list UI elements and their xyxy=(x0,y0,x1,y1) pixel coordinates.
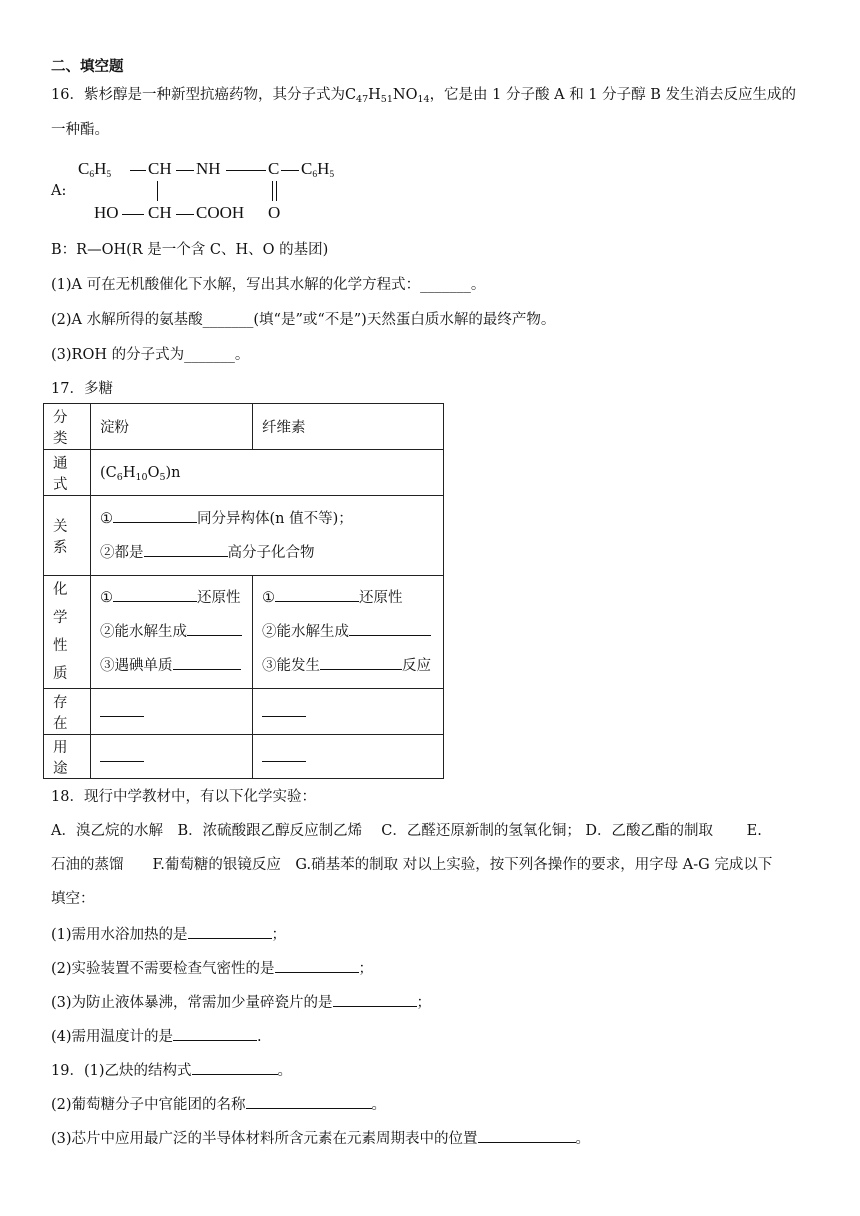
bond-line xyxy=(226,170,266,171)
formula-part: H xyxy=(368,87,381,103)
bond-line xyxy=(281,170,299,171)
q18-stem-line2: A．溴乙烷的水解 B．浓硫酸跟乙醇反应制乙烯 C．乙醛还原新制的氢氧化铜； D．乙酸乙酯的制取 E. xyxy=(51,823,762,839)
q16-part2: (2)A 水解所得的氨基酸_______(填“是”或“不是”)天然蛋白质水解的最终产物。 xyxy=(51,312,556,328)
answer-blank[interactable] xyxy=(100,702,144,717)
starch-use xyxy=(91,735,253,779)
q19-part3: (3)芯片中应用最广泛的半导体材料所含元素在元素周期表中的位置 。 xyxy=(51,1128,590,1149)
cellulose-properties: ① 还原性 ②能水解生成 ③能发生 反应 xyxy=(253,576,444,689)
q18-part2: (2)实验装置不需要检查气密性的是 ； xyxy=(51,958,373,979)
bond-line xyxy=(157,181,158,201)
q18-stem-line3: 石油的蒸馏 F.葡萄糖的银镜反应 G.硝基苯的制取 对以上实验，按下列各操作的要求，用字母 A-G 完成以下 xyxy=(51,857,773,873)
answer-blank[interactable] xyxy=(192,1060,278,1075)
row-label: 通式 xyxy=(44,450,91,496)
bond-line xyxy=(122,214,144,215)
q18-part1: (1)需用水浴加热的是 ； xyxy=(51,924,286,945)
table-row xyxy=(44,735,444,779)
q16-stem-line2: 一种酯。 xyxy=(51,122,109,138)
answer-blank[interactable] xyxy=(113,508,197,523)
row-label: 用途 xyxy=(44,735,91,779)
answer-blank[interactable] xyxy=(262,702,306,717)
q16-stem-tail: ，它是由 1 分子酸 A 和 1 分子醇 B 发生消去反应生成的 xyxy=(429,87,797,103)
q19-part2: (2)葡萄糖分子中官能团的名称 。 xyxy=(51,1094,386,1115)
formula-sub: 47 xyxy=(356,94,369,105)
answer-blank[interactable] xyxy=(246,1094,372,1109)
answer-blank[interactable] xyxy=(173,1026,257,1041)
answer-blank[interactable] xyxy=(478,1128,576,1143)
q18-stem-line4: 填空： xyxy=(51,891,95,907)
q19-part1: 19．(1)乙炔的结构式 。 xyxy=(51,1060,292,1081)
q16-part3: (3)ROH 的分子式为_______。 xyxy=(51,347,250,363)
section-heading: 二、填空题 xyxy=(51,59,124,75)
answer-blank[interactable] xyxy=(262,747,306,762)
double-bond-line xyxy=(276,181,277,201)
table-row xyxy=(44,689,444,735)
row-label: 化学 性质 xyxy=(44,576,91,689)
row-label: 关系 xyxy=(44,496,91,576)
answer-blank[interactable] xyxy=(349,621,431,636)
q16-stem-line1 xyxy=(51,85,796,105)
answer-blank[interactable] xyxy=(275,958,359,973)
row-label: 分类 xyxy=(44,404,91,450)
table-row xyxy=(44,450,444,496)
bond-line xyxy=(176,214,194,215)
double-bond-line xyxy=(272,181,273,201)
starch-existence xyxy=(91,689,253,735)
formula-sub: 51 xyxy=(380,94,393,105)
answer-blank[interactable] xyxy=(320,655,402,670)
cellulose-header: 纤维素 xyxy=(253,404,444,450)
answer-blank[interactable] xyxy=(275,587,359,602)
q16-part1: (1)A 可在无机酸催化下水解，写出其水解的化学方程式：_______。 xyxy=(51,277,486,293)
formula-sub: 14 xyxy=(417,94,430,105)
answer-blank[interactable] xyxy=(173,655,241,670)
answer-blank[interactable] xyxy=(144,542,228,557)
polysaccharide-table xyxy=(43,403,444,779)
q18-part3: (3)为防止液体暴沸，常需加少量碎瓷片的是 ； xyxy=(51,992,431,1013)
answer-blank[interactable] xyxy=(100,747,144,762)
structure-a-formula: $C_6H_5$ CH NH C $C_6H_5$ HO CH COOH O xyxy=(78,159,335,222)
q18-stem-line1: 18．现行中学教材中，有以下化学实验： xyxy=(51,789,316,805)
answer-blank[interactable] xyxy=(333,992,417,1007)
formula-part: NO xyxy=(392,87,418,103)
structure-a-label: A: xyxy=(51,183,67,199)
table-row xyxy=(44,496,444,576)
table-row xyxy=(44,404,444,450)
q17-title: 17．多糖 xyxy=(51,381,113,397)
table-row xyxy=(44,576,444,689)
answer-blank[interactable] xyxy=(187,621,242,636)
row-label: 存在 xyxy=(44,689,91,735)
general-formula: $(C_6H_{10}O_5)n$ xyxy=(91,450,444,496)
starch-properties: ① 还原性 ②能水解生成 ③遇碘单质 xyxy=(91,576,253,689)
structure-b: B：R—OH(R 是一个含 C、H、O 的基团) xyxy=(51,242,329,258)
q18-part4: (4)需用温度计的是 . xyxy=(51,1026,262,1047)
q16-stem-text: 16．紫杉醇是一种新型抗癌药物，其分子式为C xyxy=(51,87,357,103)
answer-blank[interactable] xyxy=(113,587,197,602)
answer-blank[interactable] xyxy=(188,924,272,939)
cellulose-use xyxy=(253,735,444,779)
cellulose-existence xyxy=(253,689,444,735)
starch-header: 淀粉 xyxy=(91,404,253,450)
bond-line xyxy=(130,170,146,171)
bond-line xyxy=(176,170,194,171)
relation-cell: ① 同分异构体(n 值不等)； ②都是 高分子化合物 xyxy=(91,496,444,576)
